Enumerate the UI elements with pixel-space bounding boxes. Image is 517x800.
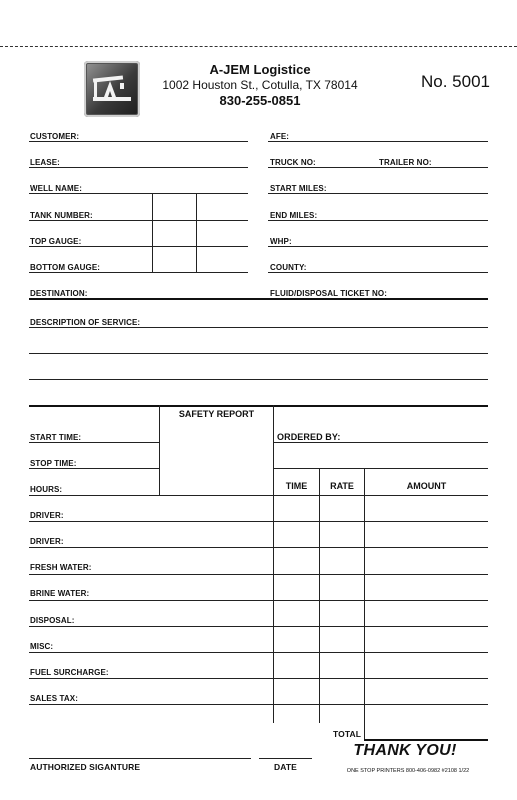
- date-line[interactable]: [259, 758, 312, 759]
- tank-number-label: TANK NUMBER:: [30, 211, 93, 220]
- customer-label: CUSTOMER:: [30, 132, 80, 141]
- table-row-label: DRIVER:: [30, 537, 64, 546]
- time-column-header: TIME: [285, 481, 308, 491]
- ordered-by-line[interactable]: [273, 468, 488, 469]
- gauge-box-divider: [196, 193, 197, 272]
- start-time-label: START TIME:: [30, 433, 82, 442]
- destination-label: DESTINATION:: [30, 289, 88, 298]
- table-row-label: BRINE WATER:: [30, 589, 90, 598]
- gauge-box-divider: [152, 193, 153, 272]
- time-column-divider: [273, 468, 274, 723]
- whp-field[interactable]: [268, 246, 488, 247]
- table-row-label: DISPOSAL:: [30, 616, 75, 625]
- table-row-label: MISC:: [30, 642, 54, 651]
- well-name-label: WELL NAME:: [30, 184, 82, 193]
- table-row-label: FUEL SURCHARGE:: [30, 668, 109, 677]
- description-line[interactable]: [29, 405, 488, 407]
- signature-line[interactable]: [29, 758, 251, 759]
- table-row[interactable]: [29, 626, 488, 627]
- afe-field[interactable]: [268, 141, 488, 142]
- table-row-label: SALES TAX:: [30, 694, 78, 703]
- truck-trailer-field[interactable]: [268, 167, 488, 168]
- county-field[interactable]: [268, 272, 488, 273]
- table-row-label: FRESH WATER:: [30, 563, 92, 572]
- signature-label: AUTHORIZED SIGANTURE: [30, 762, 141, 772]
- start-miles-label: START MILES:: [270, 184, 327, 193]
- ordered-by-field[interactable]: [273, 442, 488, 443]
- rate-column-divider: [319, 468, 320, 723]
- table-row[interactable]: [29, 521, 488, 522]
- fluid-ticket-label: FLUID/DISPOSAL TICKET NO:: [270, 289, 388, 298]
- safety-report-title: SAFETY REPORT: [178, 409, 255, 419]
- afe-label: AFE:: [270, 132, 290, 141]
- description-line[interactable]: [29, 353, 488, 354]
- table-row[interactable]: [29, 574, 488, 575]
- end-miles-field[interactable]: [268, 220, 488, 221]
- tank-number-field[interactable]: [29, 220, 248, 221]
- whp-label: WHP:: [270, 237, 292, 246]
- start-time-field[interactable]: [29, 442, 159, 443]
- total-label: TOTAL: [333, 729, 362, 739]
- top-gauge-field[interactable]: [29, 246, 248, 247]
- hours-label: HOURS:: [30, 485, 63, 494]
- description-line[interactable]: [29, 379, 488, 380]
- description-label: DESCRIPTION OF SERVICE:: [30, 318, 141, 327]
- date-label: DATE: [274, 762, 297, 772]
- well-name-field[interactable]: [29, 193, 248, 194]
- bottom-gauge-field[interactable]: [29, 272, 248, 273]
- table-row[interactable]: [29, 652, 488, 653]
- county-label: COUNTY:: [270, 263, 307, 272]
- table-row[interactable]: [29, 600, 488, 601]
- printer-imprint: ONE STOP PRINTERS 800-406-0982 #2108 1/22: [346, 768, 470, 774]
- total-field[interactable]: [364, 739, 488, 741]
- bottom-gauge-label: BOTTOM GAUGE:: [30, 263, 101, 272]
- stop-time-label: STOP TIME:: [30, 459, 77, 468]
- destination-field[interactable]: [29, 298, 488, 300]
- company-name: A-JEM Logistice: [209, 62, 311, 77]
- table-row[interactable]: [29, 678, 488, 679]
- pumpjack-logo-icon: [84, 61, 140, 117]
- table-row[interactable]: [29, 547, 488, 548]
- company-address: 1002 Houston St., Cotulla, TX 78014: [162, 78, 358, 92]
- lease-field[interactable]: [29, 167, 248, 168]
- lease-label: LEASE:: [30, 158, 60, 167]
- end-miles-label: END MILES:: [270, 211, 318, 220]
- start-miles-field[interactable]: [268, 193, 488, 194]
- description-line[interactable]: [29, 327, 488, 328]
- stop-time-field[interactable]: [29, 468, 159, 469]
- perforation-line: [0, 46, 517, 47]
- customer-field[interactable]: [29, 141, 248, 142]
- truck-no-label: TRUCK NO:: [270, 158, 316, 167]
- trailer-no-label: TRAILER NO:: [379, 158, 432, 167]
- top-gauge-label: TOP GAUGE:: [30, 237, 82, 246]
- amount-column-divider: [364, 468, 365, 740]
- rate-column-header: RATE: [330, 481, 354, 491]
- thank-you-text: THANK YOU!: [353, 742, 457, 759]
- table-row[interactable]: [29, 704, 488, 705]
- amount-column-header: AMOUNT: [406, 481, 447, 491]
- company-phone: 830-255-0851: [219, 93, 301, 108]
- table-header-rule: [29, 495, 488, 496]
- ordered-by-label: ORDERED BY:: [277, 432, 341, 442]
- table-row-label: DRIVER:: [30, 511, 64, 520]
- document-number: No. 5001: [421, 72, 490, 91]
